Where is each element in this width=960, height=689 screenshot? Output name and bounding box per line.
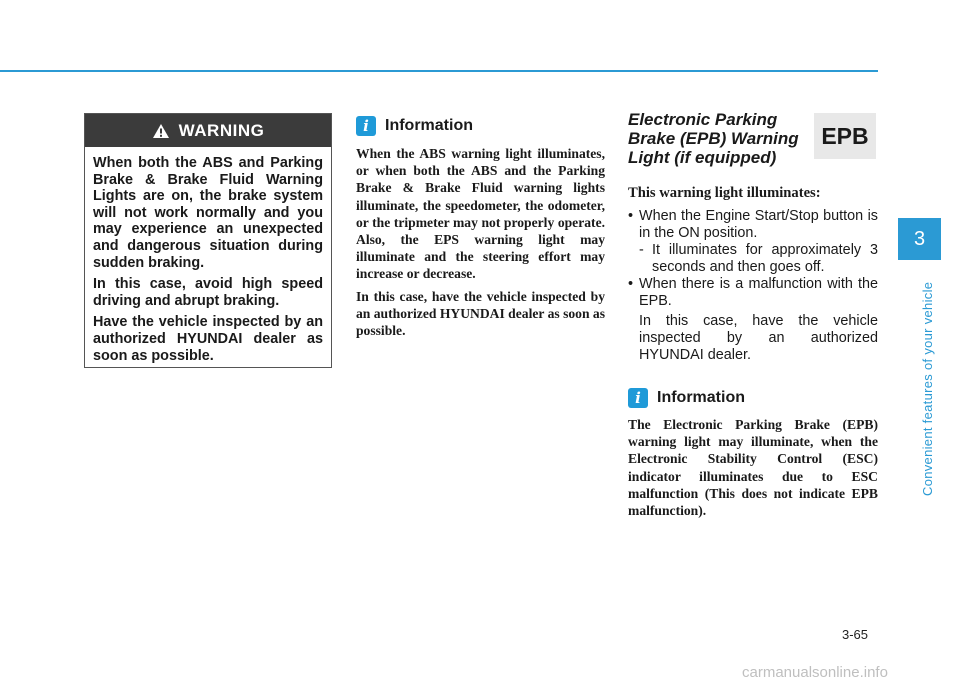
info-title: Information xyxy=(657,389,745,406)
info-icon: i xyxy=(628,388,648,408)
list-item xyxy=(628,276,878,310)
warning-title: WARNING xyxy=(178,120,265,140)
info-paragraph: The Electronic Parking Brake (EPB) warning light may illuminate, when the Electronic Stability Control (ESC) indicator illuminates due to ESC malfunction (This does not indicate EPB malfunction). xyxy=(628,417,878,519)
bullet-icon: • xyxy=(628,276,634,292)
section-title: Electronic Parking Brake (EPB) Warning Light (if equipped) xyxy=(628,110,799,167)
chapter-tab: 3 xyxy=(898,218,941,260)
epb-indicator-icon: EPB xyxy=(814,113,876,159)
sub-list-item xyxy=(628,242,878,276)
warning-paragraph: When both the ABS and Parking Brake & Brake Fluid Warning Lights are on, the brake system will not work normally and you may experience an unexpected and dangerous situation during sudden braking. xyxy=(93,155,323,271)
header-rule xyxy=(0,70,878,72)
chapter-title: Convenient features of your vehicle xyxy=(920,281,935,496)
info-text xyxy=(356,145,605,344)
dash-icon: - xyxy=(639,242,644,258)
condition-list xyxy=(628,208,878,364)
list-item xyxy=(628,208,878,242)
warning-paragraph: Have the vehicle inspected by an authorized HYUNDAI dealer as soon as possible. xyxy=(93,314,323,364)
info-heading xyxy=(356,116,473,136)
list-item-note: In this case, have the vehicle inspected by an authorized HYUNDAI dealer. xyxy=(639,313,878,363)
info-heading xyxy=(628,388,745,408)
page-number: 3-65 xyxy=(842,627,869,642)
watermark: carmanualsonline.info xyxy=(742,664,888,681)
info-paragraph: When the ABS warning light illuminates, or when both the ABS and the Parking Brake & Brake Fluid warning lights illuminate, the speedometer, the odometer, or the tripmeter may not properly operate. Also, the EPS warning light may illuminate and the steering effort may increase or decrease. xyxy=(356,146,605,282)
info-title: Information xyxy=(385,117,473,134)
warning-header xyxy=(85,114,331,147)
warning-paragraph: In this case, avoid high speed driving and abrupt braking. xyxy=(93,276,323,309)
info-icon: i xyxy=(356,116,376,136)
warning-body xyxy=(85,147,331,364)
sub-list-item-text: It illuminates for approximately 3 seconds and then goes off. xyxy=(652,242,878,275)
section-intro: This warning light illuminates: xyxy=(628,185,821,201)
info-paragraph: In this case, have the vehicle inspected by an authorized HYUNDAI dealer as soon as possible. xyxy=(356,288,605,339)
list-item-text: When there is a malfunction with the EPB. xyxy=(639,276,878,309)
bullet-icon: • xyxy=(628,208,634,224)
warning-triangle-icon xyxy=(152,123,170,139)
list-item-text: When the Engine Start/Stop button is in the ON position. xyxy=(639,208,878,241)
warning-box xyxy=(84,113,332,368)
info-text xyxy=(628,416,878,524)
